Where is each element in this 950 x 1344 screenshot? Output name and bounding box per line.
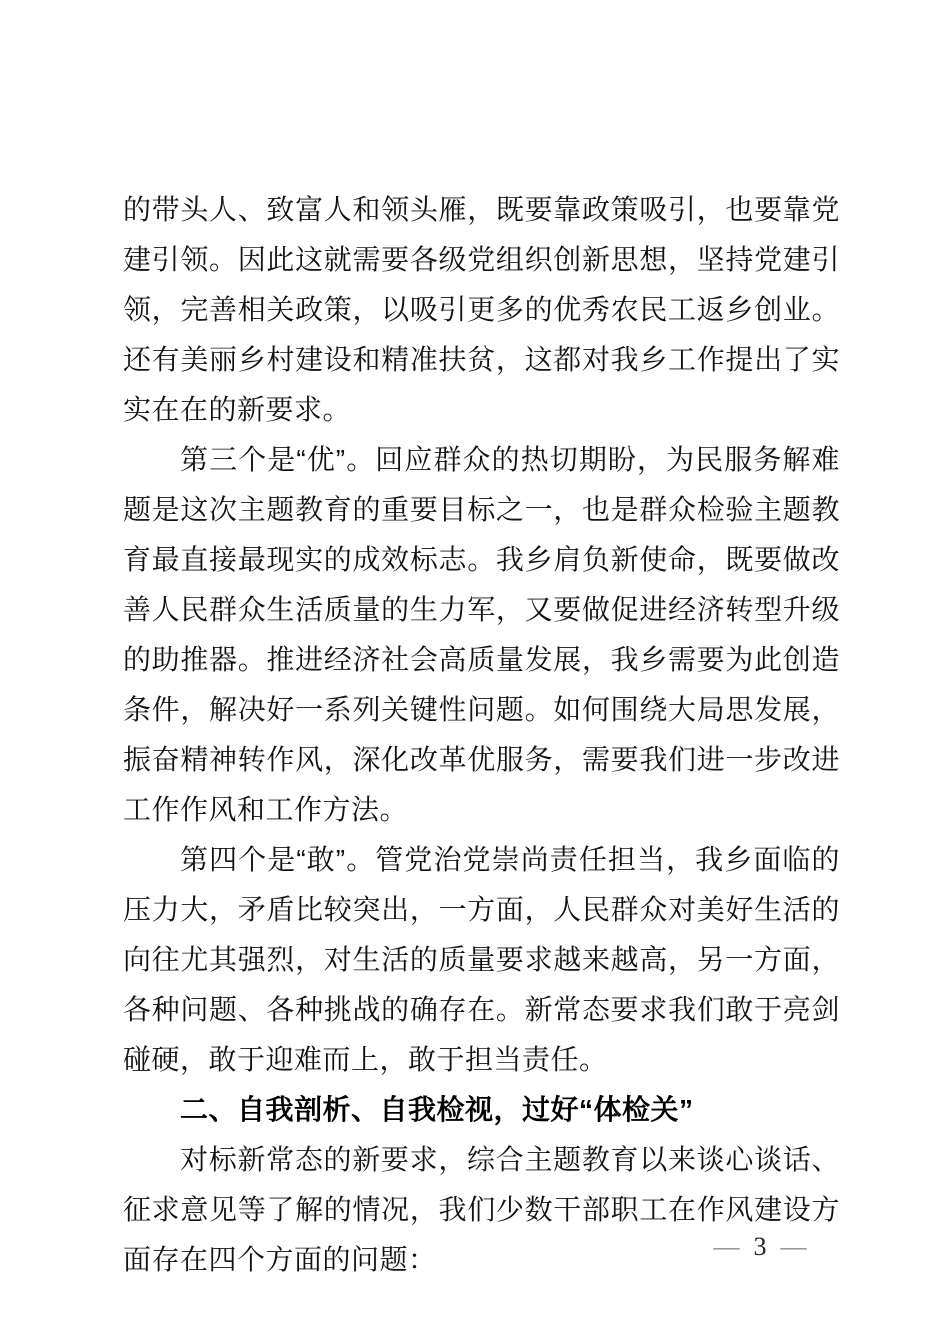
section-heading: 二、自我剖析、自我检视，过好“体检关” <box>180 1094 694 1125</box>
paragraph-continuation: 的带头人、致富人和领头雁，既要靠政策吸引，也要靠党建引领。因此这就需要各级党组织创新思想，坚持党建引领，完善相关政策，以吸引更多的优秀农民工返乡创业。还有美丽乡村建设和精准扶贫，这都对我乡工作提出了实实在在的新要求。 <box>123 194 840 425</box>
document-body <box>123 185 840 1285</box>
paragraph-fourth-point: 第四个是“敢”。管党治党崇尚责任担当，我乡面临的压力大，矛盾比较突出，一方面，人民群众对美好生活的向往尤其强烈，对生活的质量要求越来越高，另一方面，各种问题、各种挑战的确存在。新常态要求我们敢于亮剑碰硬，敢于迎难而上，敢于担当责任。 <box>123 844 840 1075</box>
page-footer <box>660 1232 860 1262</box>
paragraph-intro-problems: 对标新常态的新要求，综合主题教育以来谈心谈话、征求意见等了解的情况，我们少数干部职工在作风建设方面存在四个方面的问题： <box>123 1144 840 1275</box>
page-number-right-dash: — <box>780 1232 807 1261</box>
page-number-left-dash: — <box>713 1232 740 1261</box>
page-number: 3 <box>753 1232 767 1261</box>
paragraph-third-point: 第三个是“优”。回应群众的热切期盼，为民服务解难题是这次主题教育的重要目标之一，也是群众检验主题教育最直接最现实的成效标志。我乡肩负新使命，既要做改善人民群众生活质量的生力军，又要做促进经济转型升级的助推器。推进经济社会高质量发展，我乡需要为此创造条件，解决好一系列关键性问题。如何围绕大局思发展，振奋精神转作风，深化改革优服务，需要我们进一步改进工作作风和工作方法。 <box>123 444 840 825</box>
